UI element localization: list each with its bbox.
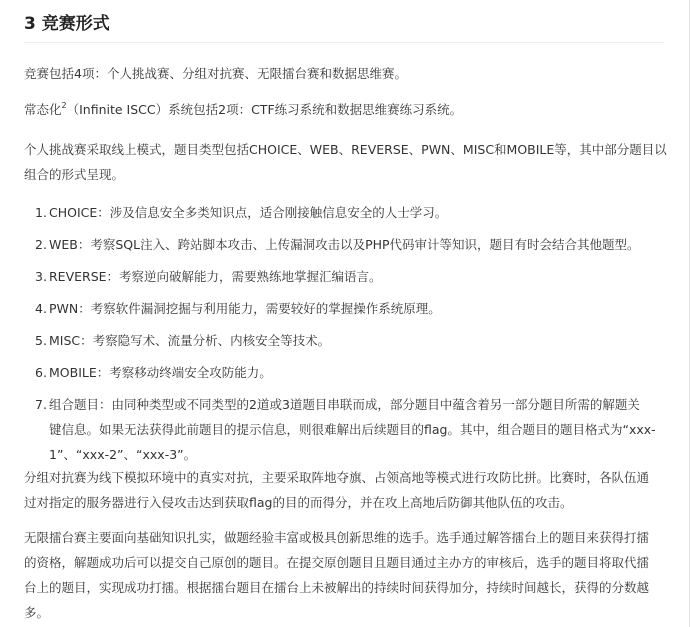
paragraph-text: 常态化 <box>24 102 62 117</box>
list-item-text: REVERSE：考察逆向破解能力，需要熟练地掌握汇编语言。 <box>49 269 382 284</box>
paragraph-individual-challenge <box>24 137 669 187</box>
list-item-number: 2. <box>35 237 47 252</box>
paragraph-line: 竞赛包括4项：个人挑战赛、分组对抗赛、无限擂台赛和数据思维赛。 <box>24 66 407 81</box>
list-item <box>24 328 669 353</box>
heading-divider <box>24 42 664 43</box>
section-heading: 3 竞赛形式 <box>24 14 110 34</box>
paragraph-line: 过对指定的服务器进行入侵攻击达到获取flag的目的而得分，并在攻上高地后防御其他队伍的攻击。 <box>24 495 573 510</box>
list-item-text: CHOICE：涉及信息安全多类知识点，适合刚接触信息安全的人士学习。 <box>49 205 448 220</box>
list-item <box>24 392 669 467</box>
list-item-number: 4. <box>35 301 47 316</box>
paragraph-line: 台上的题目，实现成功打擂。根据擂台题目在擂台上未被解出的持续时间获得加分，持续时间越长，获得的分数越 <box>24 580 650 595</box>
list-item-text: PWN：考察软件漏洞挖掘与利用能力，需要较好的掌握操作系统原理。 <box>49 301 441 316</box>
list-item <box>24 360 669 385</box>
list-item-text: MOBILE：考察移动终端安全攻防能力。 <box>49 365 272 380</box>
list-item-number: 1. <box>35 205 47 220</box>
list-item-number: 3. <box>35 269 47 284</box>
paragraph-line: 多。 <box>24 605 50 620</box>
paragraph-line: 的资格，解题成功后可以提交自己原创的题目。在提交原创题目且题目通过主办方的审核后，选手的题目将取代擂 <box>24 555 650 570</box>
list-item <box>24 200 669 225</box>
list-item-text: 1”、“xxx-2”、“xxx-3”。 <box>49 447 197 462</box>
paragraph-text: （Infinite ISCC）系统包括2项：CTF练习系统和数据思维赛练习系统。 <box>66 102 463 117</box>
list-item-text: 组合题目：由同种类型或不同类型的2道或3道题目串联而成，部分题目中蕴含着另一部分题目所需的解题关 <box>49 397 640 412</box>
list-item <box>24 232 669 257</box>
paragraph-infinite-arena <box>24 525 669 625</box>
list-item <box>24 264 669 289</box>
paragraph-team-battle <box>24 465 669 515</box>
list-item-text: MISC：考察隐写术、流量分析、内核安全等技术。 <box>49 333 331 348</box>
list-item-number: 6. <box>35 365 47 380</box>
list-item <box>24 296 669 321</box>
paragraph-infinite-iscc <box>24 97 669 122</box>
paragraph-line: 个人挑战赛采取线上模式，题目类型包括CHOICE、WEB、REVERSE、PWN、MISC和MOBILE等，其中部分题目以 <box>24 142 667 157</box>
paragraph-line: 无限擂台赛主要面向基础知识扎实，做题经验丰富或极具创新思维的选手。选手通过解答擂台上的题目来获得打擂 <box>24 530 650 545</box>
list-item-text: 键信息。如果无法获得此前题目的提示信息，则很难解出后续题目的flag。其中，组合题目的题目格式为“xxx- <box>49 422 656 437</box>
paragraph-competition-items <box>24 61 669 86</box>
paragraph-line <box>24 97 669 122</box>
list-item-number: 5. <box>35 333 47 348</box>
paragraph-line: 分组对抗赛为线下模拟环境中的真实对抗，主要采取阵地夺旗、占领高地等模式进行攻防比拼。比赛时，各队伍通 <box>24 470 650 485</box>
topic-type-list <box>24 200 669 474</box>
footnote-link[interactable]: 2 <box>61 101 67 110</box>
list-item-number: 7. <box>35 397 47 412</box>
list-item-text: WEB：考察SQL注入、跨站脚本攻击、上传漏洞攻击以及PHP代码审计等知识，题目有时会结合其他题型。 <box>49 237 640 252</box>
paragraph-line: 组合的形式呈现。 <box>24 167 125 182</box>
